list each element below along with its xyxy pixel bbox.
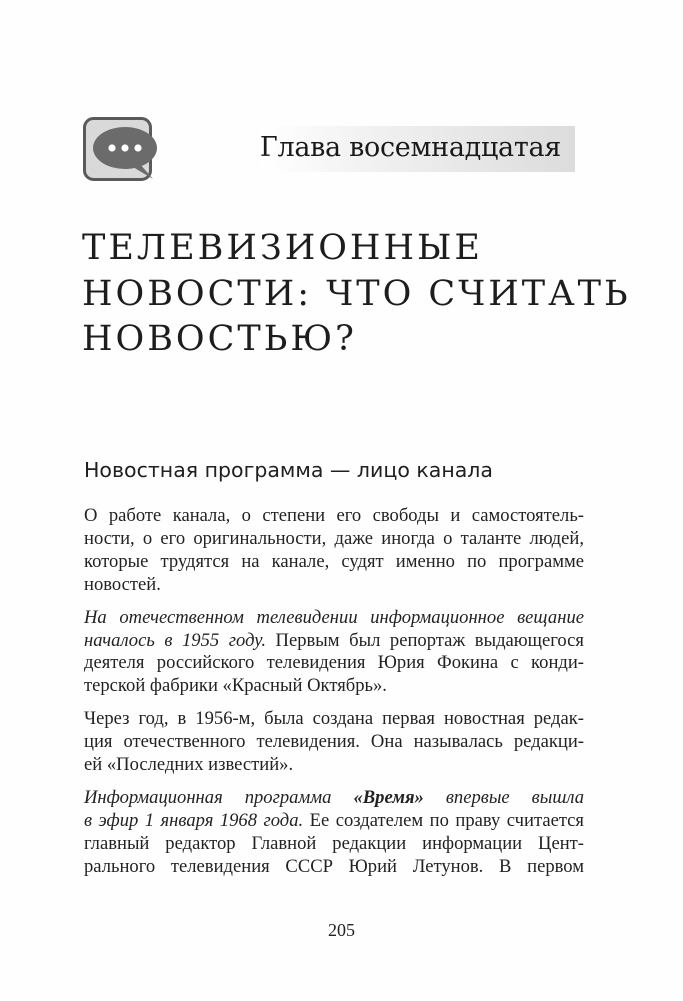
section-heading: Новостная программа — лицо канала [84,458,493,482]
paragraph [84,505,584,597]
italic-text: началось в 1955 году. [84,629,266,651]
chapter-title-line: ТЕЛЕВИЗИОННЫЕ [82,228,483,268]
text-line: ности, о его оригинальности, даже иногда о таланте людей, [84,527,584,549]
text-line [84,810,584,833]
text-line: Через год, в 1956-м, была создана первая новостная редак- [84,708,584,730]
speech-bubble-ellipsis-icon [83,117,159,183]
text-line: О работе канала, о степени его свободы и самостоятель- [84,505,584,526]
chapter-banner [259,126,575,172]
text-line: ей «Последних известий». [84,754,294,776]
text-line [84,607,584,630]
regular-text: Ее создателем по праву считается [303,809,584,831]
italic-text: впервые вышла [423,786,584,808]
body-text [84,505,584,889]
regular-text: Первым был репортаж выдающегося [265,629,584,651]
chapter-label: Глава восемнадцатая [259,132,561,163]
text-line: новостей. [84,573,161,595]
text-line: которые трудятся на канале, судят именно по программе [84,550,584,572]
text-line: главный редактор Главной редакции информации Цент- [84,832,584,854]
text-line: терской фабрики «Красный Октябрь». [84,675,387,697]
chapter-title-line: НОВОСТИ: ЧТО СЧИТАТЬ [82,273,631,314]
italic-text: Информационная программа [84,786,354,808]
paragraph [84,708,584,777]
text-line [84,630,584,653]
text-line [84,787,584,810]
italic-text: На отечественном телевидении информационное вещание [84,606,584,628]
chapter-title-line: НОВОСТЬЮ? [82,319,357,359]
paragraph [84,607,584,699]
page-number: 205 [328,920,355,940]
bold-italic-text: «Время» [353,786,424,808]
text-line: рального телевидения СССР Юрий Летунов. В первом [84,855,584,877]
text-line: деятеля российского телевидения Юрия Фокина с конди- [84,652,584,674]
paragraph [84,787,584,879]
text-line: ция отечественного телевидения. Она называлась редакци- [84,731,584,753]
italic-text: в эфир 1 января 1968 года. [84,809,304,831]
chapter-title [82,226,631,363]
